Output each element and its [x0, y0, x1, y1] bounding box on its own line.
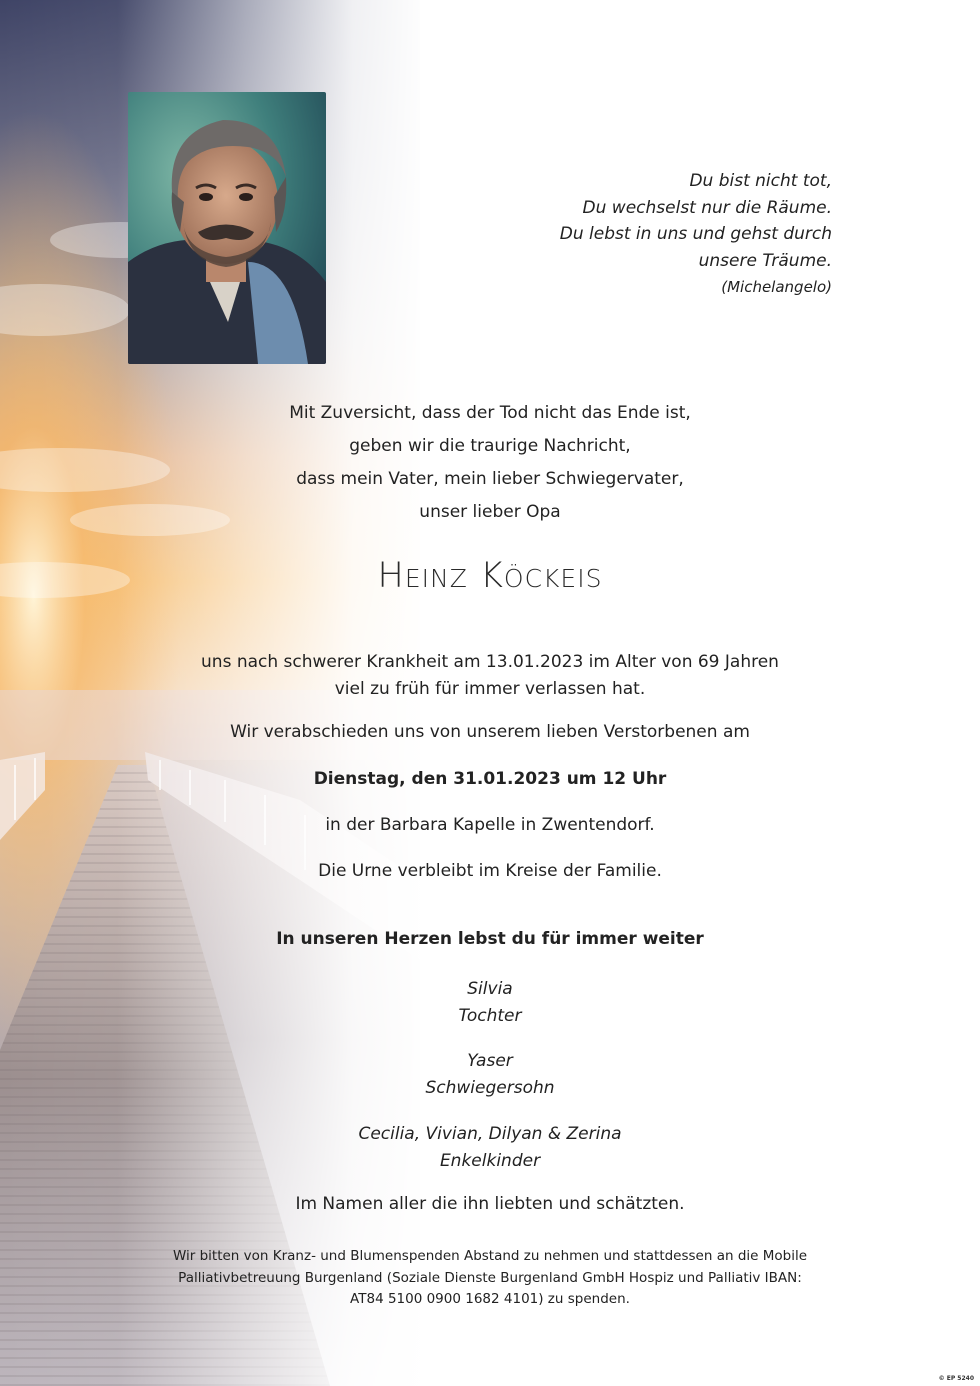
portrait-photo: [128, 92, 326, 364]
farewell-intro: Wir verabschieden uns von unserem lieben Verstorbenen am: [230, 722, 750, 742]
mourner-entry: [0, 976, 980, 1029]
copyright-mark: © EP 5240: [938, 1375, 974, 1382]
motto: In unseren Herzen lebst du für immer weiter: [276, 929, 704, 949]
mourner-name: Silvia: [467, 979, 513, 999]
intro-line: dass mein Vater, mein lieber Schwiegervater,: [296, 469, 684, 489]
quote-line: Du wechselst nur die Räume.: [582, 197, 832, 218]
mourner-entry: [0, 1121, 980, 1174]
announcement-intro: [0, 397, 980, 529]
intro-line: geben wir die traurige Nachricht,: [349, 436, 631, 456]
mourner-name: Yaser: [467, 1051, 513, 1071]
mourner-relation: Tochter: [458, 1005, 522, 1026]
intro-line: Mit Zuversicht, dass der Tod nicht das Ende ist,: [289, 403, 691, 423]
farewell-place: in der Barbara Kapelle in Zwentendorf.: [325, 815, 655, 835]
donation-note: [0, 1246, 980, 1311]
urn-note: Die Urne verbleibt im Kreise der Familie.: [318, 861, 662, 881]
quote-line: unsere Träume.: [698, 250, 832, 271]
donation-line: Palliativbetreuung Burgenland (Soziale Dienste Burgenland GmbH Hospiz und Palliativ IBAN:: [178, 1269, 802, 1286]
poem-quote: [560, 168, 832, 301]
mourner-name: Cecilia, Vivian, Dilyan & Zerina: [358, 1124, 622, 1144]
passing-line: uns nach schwerer Krankheit am 13.01.2023 im Alter von 69 Jahren: [201, 652, 779, 672]
quote-line: Du lebst in uns und gehst durch: [559, 224, 832, 244]
mourner-relation: Enkelkinder: [439, 1150, 541, 1171]
closing-line: Im Namen aller die ihn liebten und schätzten.: [295, 1194, 685, 1214]
passing-line: viel zu früh für immer verlassen hat.: [334, 678, 646, 699]
intro-line: unser lieber Opa: [419, 502, 561, 522]
mourner-relation: Schwiegersohn: [425, 1077, 555, 1098]
quote-line: Du bist nicht tot,: [689, 171, 832, 191]
mourner-entry: [0, 1048, 980, 1101]
deceased-name: Heinz Köckeis: [377, 556, 603, 596]
passing-text: [0, 649, 980, 702]
farewell-date: Dienstag, den 31.01.2023 um 12 Uhr: [313, 769, 667, 789]
quote-attribution: (Michelangelo): [721, 278, 832, 296]
donation-line: Wir bitten von Kranz- und Blumenspenden Abstand zu nehmen und stattdessen an die Mobile: [172, 1248, 808, 1264]
donation-line: AT84 5100 0900 1682 4101) zu spenden.: [350, 1291, 630, 1307]
